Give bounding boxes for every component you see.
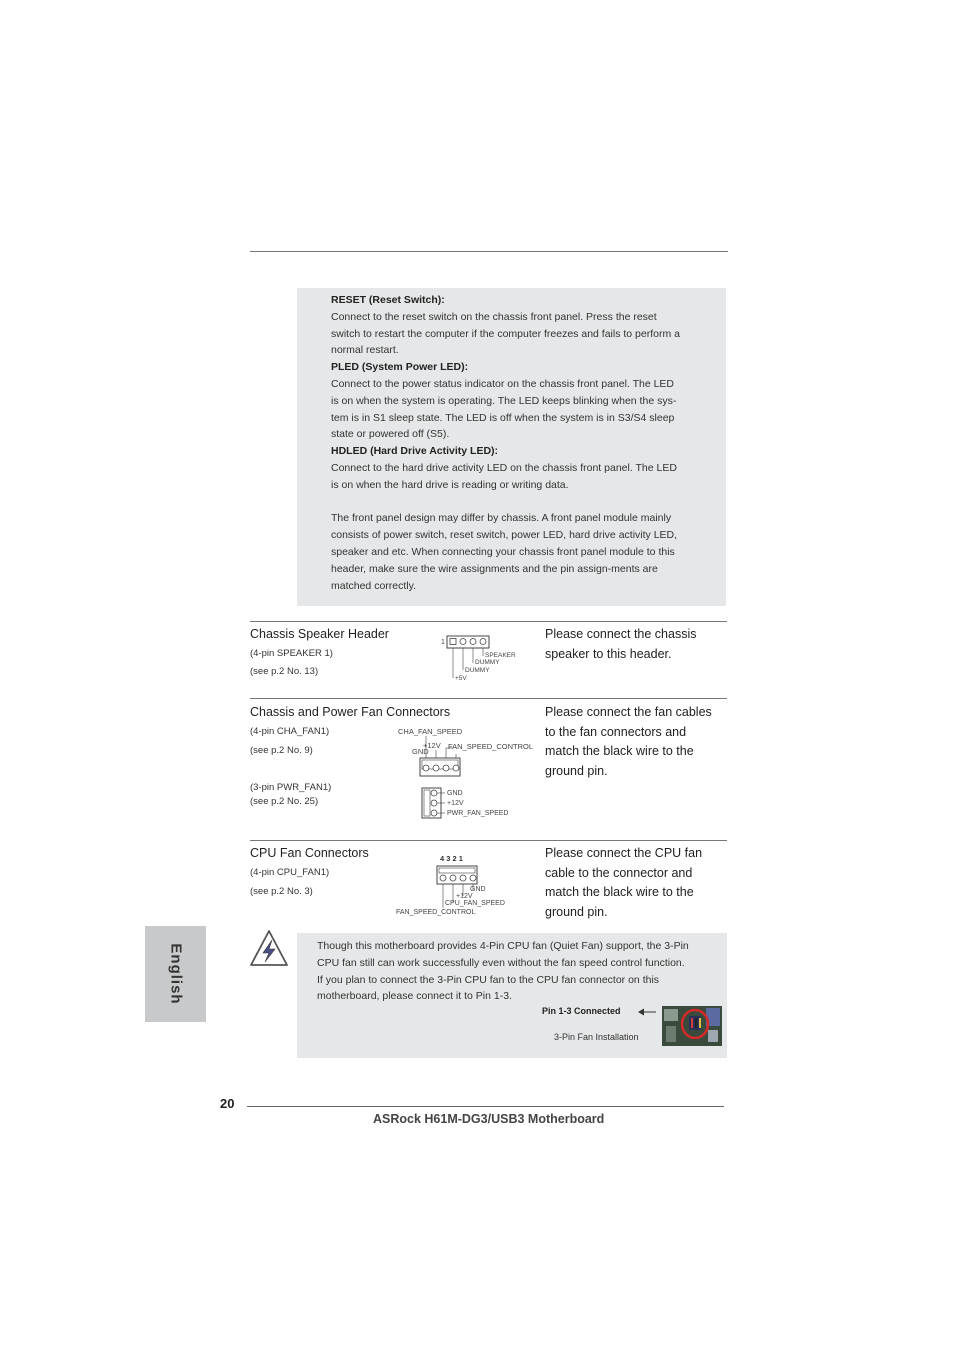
section-rule	[250, 621, 727, 622]
cha-fan-pin: (4-pin CHA_FAN1)	[250, 726, 330, 737]
pin1-label: 1	[441, 639, 445, 646]
cha-fan-label: FAN_SPEED_CONTROL	[448, 742, 534, 751]
fan-install-photo	[662, 1006, 722, 1046]
speaker-header-diagram	[438, 632, 533, 684]
note-line: speaker and etc. When connecting your chassis front panel module to this	[331, 545, 675, 558]
cpu-fan-label: CPU_FAN_SPEED	[445, 900, 505, 907]
pin-connected-label: Pin 1-3 Connected	[542, 1006, 621, 1016]
front-panel-box	[297, 288, 726, 606]
arrow-left-icon	[637, 1007, 657, 1017]
pled-title: PLED (System Power LED):	[331, 361, 469, 374]
language-tab-label: English	[167, 943, 184, 1005]
cha-fan-label: CHA_FAN_SPEED	[398, 727, 463, 736]
cpu-fan-title: CPU Fan Connectors	[250, 846, 369, 860]
caution-line: Though this motherboard provides 4-Pin CPU fan (Quiet Fan) support, the 3-Pin	[317, 940, 689, 952]
cpu-fan-label: GND	[470, 886, 486, 893]
language-tab	[145, 926, 206, 1022]
caution-line: motherboard, please connect it to Pin 1-3.	[317, 990, 512, 1003]
section-rule	[250, 698, 727, 699]
caution-icon	[248, 928, 290, 970]
pled-line: state or powered off (S5).	[331, 428, 450, 441]
reset-title: RESET (Reset Switch):	[331, 294, 445, 306]
pwr-fan-label: GND	[447, 790, 463, 797]
cha-fan-see: (see p.2 No. 9)	[250, 745, 313, 756]
cha-fan-label: +12V	[423, 741, 441, 750]
reset-line: normal restart.	[331, 344, 399, 357]
speaker-pin-label: SPEAKER	[485, 652, 516, 659]
note-line: matched correctly.	[331, 579, 416, 592]
cha-fan-diagram	[396, 724, 536, 779]
cpu-fan-pin: (4-pin CPU_FAN1)	[250, 867, 330, 878]
hdled-title: HDLED (Hard Drive Activity LED):	[331, 445, 499, 458]
cpu-fan-see: (see p.2 No. 3)	[250, 886, 313, 897]
cpu-fan-pin-numbers: 4 3 2 1	[440, 854, 463, 863]
pwr-fan-label: PWR_FAN_SPEED	[447, 810, 509, 817]
cpu-fan-label: +12V	[456, 893, 473, 900]
footer-rule	[247, 1106, 724, 1107]
cha-fan-label: GND	[412, 747, 429, 756]
pwr-fan-pin: (3-pin PWR_FAN1)	[250, 782, 332, 793]
speaker-pin-label: +5V	[455, 675, 467, 682]
reset-line: switch to restart the computer if the computer freezes and fails to perform a	[331, 327, 680, 340]
pled-line: is on when the system is operating. The LED keeps blinking when the sys-	[331, 394, 677, 407]
speaker-pin-label: DUMMY	[475, 659, 500, 666]
cpu-fan-diagram	[394, 852, 524, 918]
section-rule	[250, 840, 727, 841]
pwr-fan-label: +12V	[447, 800, 464, 807]
footer-model: ASRock H61M-DG3/USB3 Motherboard	[373, 1112, 605, 1126]
reset-line: Connect to the reset switch on the chassis front panel. Press the reset	[331, 310, 657, 323]
fans-desc: Please connect the fan cables to the fan connectors and match the black wire to the ground pin.	[545, 705, 712, 778]
pled-line: tem is in S1 sleep state. The LED is off when the system is in S3/S4 sleep	[331, 411, 675, 424]
note-line: header, make sure the wire assignments and the pin assign-ments are	[331, 562, 658, 575]
speaker-title: Chassis Speaker Header	[250, 627, 389, 641]
caution-box	[297, 933, 727, 1058]
fan-install-label: 3-Pin Fan Installation	[554, 1032, 639, 1042]
pwr-fan-diagram	[420, 786, 520, 822]
speaker-desc: Please connect the chassis speaker to this header.	[545, 627, 697, 661]
cpu-fan-desc: Please connect the CPU fan cable to the connector and match the black wire to the ground pin.	[545, 846, 703, 919]
caution-line: If you plan to connect the 3-Pin CPU fan to the CPU fan connector on this	[317, 973, 660, 986]
pwr-fan-see: (see p.2 No. 25)	[250, 796, 319, 807]
hdled-line: Connect to the hard drive activity LED on the chassis front panel. The LED	[331, 461, 677, 474]
page-number: 20	[220, 1096, 235, 1111]
hdled-line: is on when the hard drive is reading or writing data.	[331, 478, 569, 491]
caution-line: CPU fan still can work successfully even without the fan speed control function.	[317, 956, 685, 969]
note-line: The front panel design may differ by chassis. A front panel module mainly	[331, 512, 672, 525]
top-rule	[250, 251, 728, 252]
note-line: consists of power switch, reset switch, power LED, hard drive activity LED,	[331, 529, 678, 542]
speaker-see: (see p.2 No. 13)	[250, 666, 319, 677]
speaker-pin-label: DUMMY	[465, 667, 490, 674]
speaker-pin: (4-pin SPEAKER 1)	[250, 648, 333, 659]
cpu-fan-label: FAN_SPEED_CONTROL	[396, 909, 476, 916]
fans-title: Chassis and Power Fan Connectors	[250, 705, 451, 719]
pled-line: Connect to the power status indicator on the chassis front panel. The LED	[331, 377, 675, 390]
